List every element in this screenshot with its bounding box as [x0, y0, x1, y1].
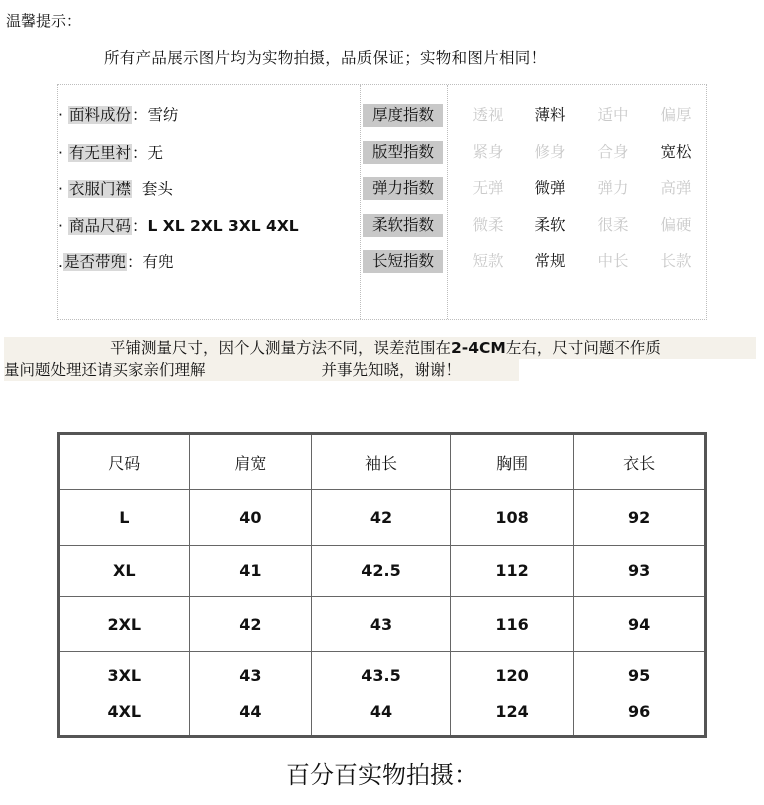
index-option: 高弹	[660, 179, 692, 197]
attr-value: 雪纺	[147, 106, 179, 124]
index-option: 偏厚	[660, 106, 692, 124]
attr-placket: · 衣服门襟 套头	[58, 180, 173, 198]
measure-text: 量问题处理还请买家亲们理解	[4, 361, 206, 379]
index-option: 很柔	[597, 216, 629, 234]
table-cell: L	[59, 490, 190, 545]
index-option: 紧身	[472, 143, 504, 161]
header-sleeve: 袖长	[312, 434, 451, 490]
table-cell: 2XL	[59, 597, 190, 652]
info-divider	[360, 85, 361, 319]
info-divider	[447, 85, 448, 319]
notice-line: 所有产品展示图片均为实物拍摄，品质保证；实物和图片相同！	[104, 49, 547, 67]
attr-value: 无	[147, 144, 164, 162]
attr-pocket: .是否带兜：有兜	[58, 253, 174, 271]
notice-title: 温馨提示：	[6, 12, 82, 30]
table-cell: 93	[574, 545, 706, 596]
header-chest: 胸围	[450, 434, 574, 490]
footer-caption: 百分百实物拍摄：	[286, 761, 478, 789]
table-cell: 120 124	[450, 652, 574, 737]
table-cell: 42	[189, 597, 312, 652]
table-cell: 112	[450, 545, 574, 596]
index-option: 偏硬	[660, 216, 692, 234]
table-cell: 108	[450, 490, 574, 545]
index-option: 适中	[597, 106, 629, 124]
header-size: 尺码	[59, 434, 190, 490]
index-label: 弹力指数	[363, 177, 443, 200]
index-option: 合身	[597, 143, 629, 161]
attr-label: 衣服门襟	[69, 180, 132, 198]
attr-lining: · 有无里衬：无	[58, 144, 164, 162]
table-row	[59, 597, 706, 652]
attr-fabric: · 面料成份：雪纺	[58, 106, 179, 124]
table-cell: 43.5 44	[312, 652, 451, 737]
index-label: 柔软指数	[363, 214, 443, 237]
index-label: 长短指数	[363, 250, 443, 273]
measure-text: 左右，尺寸问题不作质	[505, 339, 661, 357]
table-cell: 94	[574, 597, 706, 652]
index-option: 透视	[472, 106, 504, 124]
attr-label: 商品尺码	[69, 217, 132, 235]
table-cell: 43	[312, 597, 451, 652]
table-header-row	[59, 434, 706, 490]
table-cell: 3XL 4XL	[59, 652, 190, 737]
attr-label: 有无里衬	[69, 144, 132, 162]
index-option: 弹力	[597, 179, 629, 197]
measure-note	[4, 337, 756, 381]
product-info-box	[57, 84, 707, 320]
index-option: 薄料	[534, 106, 566, 124]
index-option: 宽松	[660, 143, 692, 161]
index-option: 短款	[472, 252, 504, 270]
measure-range: 2-4CM	[451, 339, 506, 357]
table-row	[59, 652, 706, 737]
index-option: 微弹	[534, 179, 566, 197]
index-option: 无弹	[472, 179, 504, 197]
table-cell: 42.5	[312, 545, 451, 596]
header-length: 衣长	[574, 434, 706, 490]
attr-value: 有兜	[142, 253, 174, 271]
table-cell: 40	[189, 490, 312, 545]
attr-label: 是否带兜	[63, 253, 126, 271]
index-option: 微柔	[472, 216, 504, 234]
table-row	[59, 545, 706, 596]
table-cell: 95 96	[574, 652, 706, 737]
index-option: 中长	[597, 252, 629, 270]
index-option: 修身	[534, 143, 566, 161]
table-cell: 43 44	[189, 652, 312, 737]
index-option: 长款	[660, 252, 692, 270]
attr-value: 套头	[141, 180, 173, 198]
index-label: 版型指数	[363, 141, 443, 164]
size-table	[57, 432, 707, 738]
table-row	[59, 490, 706, 545]
measure-text: 平铺测量尺寸，因个人测量方法不同，误差范围在	[110, 339, 452, 357]
index-option: 柔软	[534, 216, 566, 234]
table-cell: 92	[574, 490, 706, 545]
table-cell: XL	[59, 545, 190, 596]
header-shoulder: 肩宽	[189, 434, 312, 490]
attr-sizes: · 商品尺码：L XL 2XL 3XL 4XL	[58, 217, 299, 235]
index-label: 厚度指数	[363, 104, 443, 127]
table-cell: 116	[450, 597, 574, 652]
table-cell: 41	[189, 545, 312, 596]
table-cell: 42	[312, 490, 451, 545]
attr-label: 面料成份	[69, 106, 132, 124]
measure-text: 并事先知晓，谢谢！	[321, 361, 462, 379]
index-option: 常规	[534, 252, 566, 270]
attr-value: L XL 2XL 3XL 4XL	[147, 217, 299, 235]
